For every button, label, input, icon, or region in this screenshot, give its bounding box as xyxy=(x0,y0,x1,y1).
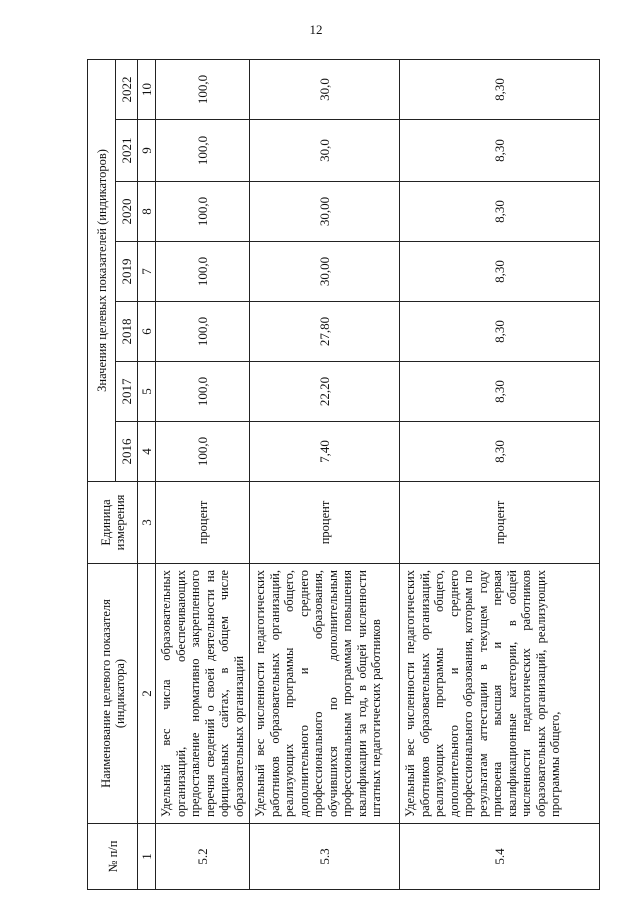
column-number: 3 xyxy=(138,482,156,564)
indicator-value: 8,30 xyxy=(400,422,600,482)
header-year: 2021 xyxy=(116,120,138,182)
indicator-value: 100,0 xyxy=(156,182,250,242)
indicator-name: Удельный вес численности педагогических работников образовательных организаций, реализующих программы общего, дополнительного и среднего профессионального образования, которым по результатам аттестации в текущем году присвоена высшая и первая квалификационные категории, в общей численности педагогических работников образовательных организаций, реализующих программы общего, xyxy=(400,564,600,824)
indicator-value: 27,80 xyxy=(250,302,400,362)
indicator-unit: процент xyxy=(400,482,600,564)
indicator-value: 100,0 xyxy=(156,362,250,422)
page-number: 12 xyxy=(309,22,323,37)
indicator-value: 100,0 xyxy=(156,302,250,362)
indicator-value: 7,40 xyxy=(250,422,400,482)
indicators-table xyxy=(87,59,600,890)
indicator-value: 100,0 xyxy=(156,242,250,302)
header-col-values: Значения целевых показателей (индикаторов) xyxy=(88,59,116,481)
header-col-no: № п/п xyxy=(88,824,138,890)
header-col-name: Наименование целевого показателя (индикатора) xyxy=(88,564,138,824)
indicator-unit: процент xyxy=(250,482,400,564)
indicator-value: 30,00 xyxy=(250,242,400,302)
table-row xyxy=(400,59,600,889)
header-col-unit: Единица измерения xyxy=(88,482,138,564)
header-year: 2020 xyxy=(116,182,138,242)
column-number: 7 xyxy=(138,242,156,302)
header-year: 2022 xyxy=(116,59,138,119)
column-number: 1 xyxy=(138,824,156,890)
indicator-value: 8,30 xyxy=(400,182,600,242)
indicator-value: 8,30 xyxy=(400,362,600,422)
indicator-unit: процент xyxy=(156,482,250,564)
row-number: 5.4 xyxy=(400,824,600,890)
column-number: 4 xyxy=(138,422,156,482)
column-number: 10 xyxy=(138,59,156,119)
indicator-value: 100,0 xyxy=(156,59,250,119)
indicator-value: 8,30 xyxy=(400,302,600,362)
header-year: 2016 xyxy=(116,422,138,482)
indicator-value: 30,0 xyxy=(250,59,400,119)
indicator-name: Удельный вес численности педагогических работников образовательных организаций, реализующих программы общего, дополнительного и среднего профессионального образования, обучившихся по дополнительным профессиональным программам повышения квалификации за год, в общей численности штатных педагогических работников xyxy=(250,564,400,824)
indicator-name: Удельный вес числа образовательных организаций, обеспечивающих предоставление нормативно закрепленного перечня сведений о своей деятельности на официальных сайтах, в общем числе образовательных организаций xyxy=(156,564,250,824)
header-year: 2017 xyxy=(116,362,138,422)
column-number: 8 xyxy=(138,182,156,242)
indicator-value: 8,30 xyxy=(400,242,600,302)
indicator-value: 100,0 xyxy=(156,422,250,482)
column-number: 6 xyxy=(138,302,156,362)
indicator-value: 30,00 xyxy=(250,182,400,242)
column-number: 2 xyxy=(138,564,156,824)
indicator-value: 22,20 xyxy=(250,362,400,422)
indicator-value: 8,30 xyxy=(400,120,600,182)
column-number: 9 xyxy=(138,120,156,182)
row-number: 5.2 xyxy=(156,824,250,890)
header-year: 2018 xyxy=(116,302,138,362)
table-row xyxy=(250,59,400,889)
indicator-value: 30,0 xyxy=(250,120,400,182)
indicator-value: 100,0 xyxy=(156,120,250,182)
row-number: 5.3 xyxy=(250,824,400,890)
header-year: 2019 xyxy=(116,242,138,302)
table-row xyxy=(156,59,250,889)
rotated-table-container xyxy=(87,60,597,890)
indicator-value: 8,30 xyxy=(400,59,600,119)
column-number: 5 xyxy=(138,362,156,422)
